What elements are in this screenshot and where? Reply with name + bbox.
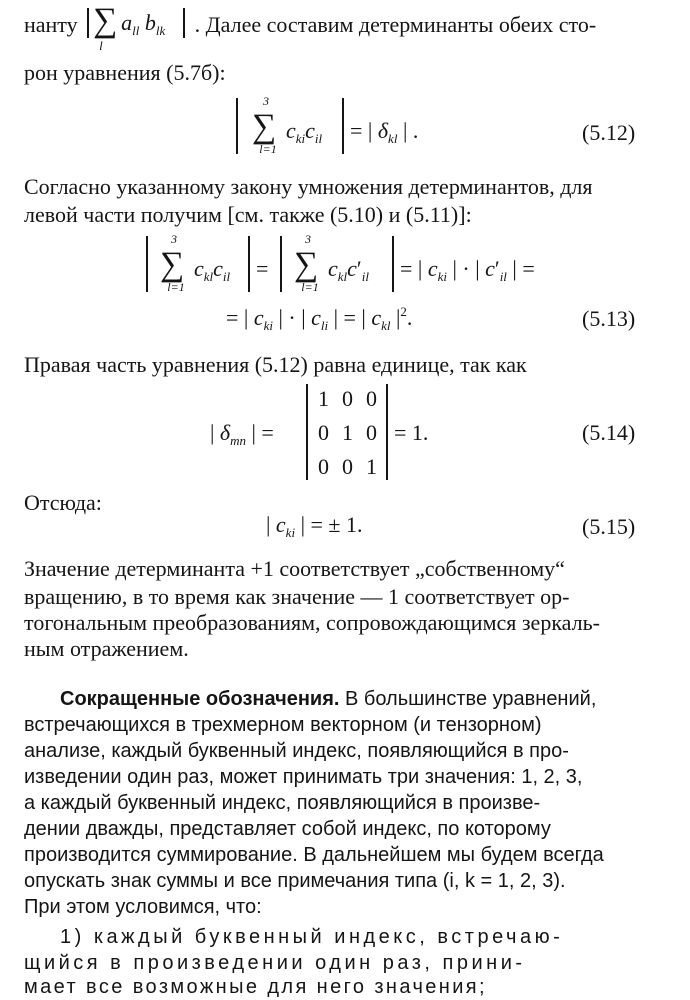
equation-number: (5.12) (582, 120, 636, 145)
text-line: а каждый буквенный индекс, появляющийся в произве- (24, 792, 541, 814)
text-line (24, 2, 597, 53)
text-line: Значение детерминанта +1 соответствует „собственному“ (24, 556, 565, 581)
text-line: встречающихся в трехмерном векторном (и тензорном) (24, 714, 542, 736)
text-line: левой части получим [см. также (5.10) и (5.11)]: (24, 202, 472, 227)
equation-5-15: | $c_{ki}$ | = ± 1. (266, 512, 363, 540)
sum-upper: 3 (263, 94, 269, 108)
text-line: 1) каждый буквенный индекс, встречаю- (60, 926, 564, 948)
equation-number: (5.13) (582, 306, 636, 331)
sum-lower: l=1 (259, 142, 277, 156)
text-line (60, 688, 596, 711)
equation-number: (5.14) (582, 420, 636, 445)
text-line: изведении один раз, может принимать три значения: 1, 2, 3, (24, 766, 583, 788)
text-line: мает все возможные для него значения; (24, 976, 487, 998)
equation-5-14: | $\delta_{mn}$ | = 1 0 0 0 1 0 0 0 1 = 1. (5.14) (210, 386, 636, 479)
text-line: вращению, в то время как значение — 1 соответствует ор- (24, 584, 570, 609)
equation-5-13: 3 ∑ l=1 $c_{kl}c_{il}$ = 3 ∑ l=1 $c_{kl}c'_{il}$ = | $c_{ki}$ | · | $c'_{il}$ | = = | $c_{ki}$ | · | $c_{li}$ | = | $c_{kl}$ $|^2$. (5.13) (0, 228, 690, 338)
text-line: ным отражением. (24, 636, 189, 661)
text-line: дении дважды, представляет собой индекс, по которому (24, 818, 551, 840)
equation-5-12: 3 ∑ l=1 $c_{ki}c_{il}$ = | $\delta_{kl}$ | . (5.12) (0, 90, 690, 170)
text-line: рон уравнения (5.7б): (24, 60, 226, 85)
text-line: Правая часть уравнения (5.12) равна единице, так как (24, 352, 527, 377)
inline-formula: ∑ l $a_{ll}$ $b_{lk}$ (83, 8, 189, 38)
text-line: опускать знак суммы и все примечания типа (i, k = 1, 2, 3). (24, 870, 566, 892)
text-line: анализе, каждый буквенный индекс, появляющийся в про- (24, 740, 569, 762)
text-line: При этом условимся, что: (24, 896, 262, 918)
text-line: Согласно указанному закону умножения детерминантов, для (24, 174, 593, 199)
section-heading: Сокращенные обозначения. (60, 688, 340, 710)
text-line: тогональным преобразованиям, сопровождающимся зеркаль- (24, 610, 600, 635)
text-fragment: нанту (24, 12, 78, 37)
text-line: Отсюда: (24, 490, 102, 515)
text-fragment: В большинстве уравнений, (339, 688, 597, 710)
text-line: щийся в произведении один раз, прини- (24, 952, 526, 974)
equation-number: (5.15) (582, 514, 636, 539)
text-fragment: . Далее составим детерминанты обеих сто- (194, 12, 597, 37)
text-line: производится суммирование. В дальнейшем мы будем всегда (24, 844, 604, 866)
